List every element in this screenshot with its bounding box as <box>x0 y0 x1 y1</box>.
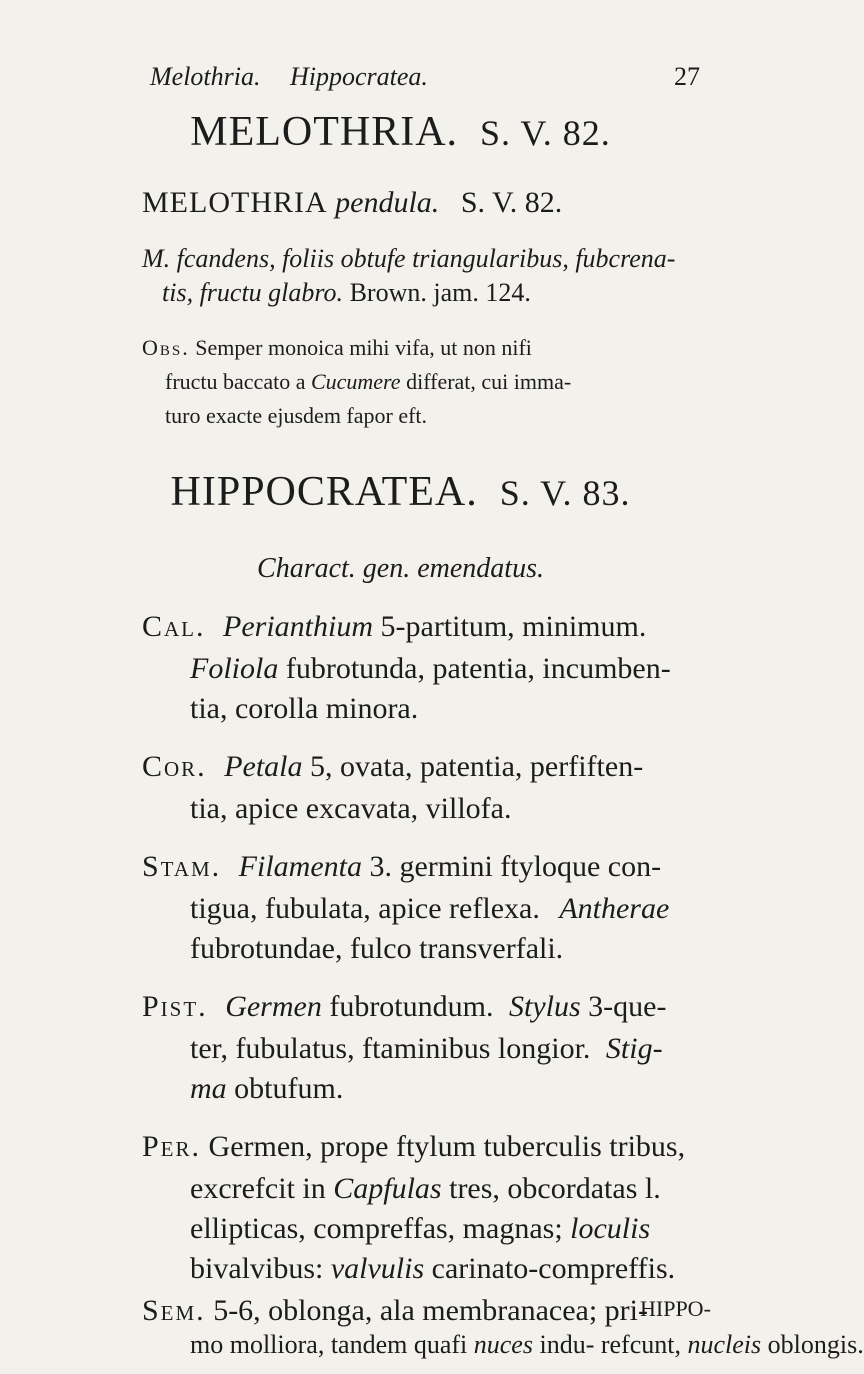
cal-line <box>190 654 671 684</box>
per-term: valvulis <box>330 1252 425 1285</box>
pist-term: Germen <box>225 990 322 1023</box>
cal-label: Cal. <box>142 610 206 643</box>
per-term: loculis <box>570 1212 651 1245</box>
obs-text: differat, cui imma- <box>406 369 572 394</box>
genus-ref: S. V. 83. <box>499 473 631 513</box>
pist-text: 3-que- <box>588 990 667 1023</box>
pist-line <box>190 1074 343 1104</box>
sem-line <box>142 1296 648 1326</box>
diagnosis-line: M. fcandens, foliis obtufe triangularibus, fubcrena- <box>142 244 676 273</box>
stam-line <box>190 894 669 924</box>
genus-title: HIPPOCRATEA. <box>170 469 478 515</box>
per-text: carinato-compreffis. <box>431 1252 676 1285</box>
cor-line <box>142 752 643 782</box>
genus-ref: S. V. 82. <box>480 113 611 153</box>
sem-text: indu- <box>539 1330 595 1359</box>
obs-label: Obs. <box>142 335 190 360</box>
pist-term: Stylus <box>508 990 581 1023</box>
pist-line <box>142 992 666 1022</box>
per-text: Germen, prope ftylum tuberculis tribus, <box>208 1130 686 1163</box>
stam-text: 3. germini ftyloque con- <box>369 850 662 883</box>
sem-term: nucleis <box>687 1330 762 1359</box>
catchword: HIPPO- <box>640 1296 711 1321</box>
running-head-middle: Hippocratea. <box>290 62 428 91</box>
per-line <box>190 1214 650 1244</box>
stam-text: tigua, fubulata, apice reflexa. <box>190 892 540 925</box>
diagnosis-citation: Brown. jam. 124. <box>349 278 531 307</box>
sem-text: 5-6, oblonga, ala membranacea; pri- <box>213 1294 648 1327</box>
stam-line <box>142 852 661 882</box>
pist-text: obtufum. <box>234 1072 344 1105</box>
sem-term: nuces <box>473 1330 533 1359</box>
sem-line <box>190 1330 864 1360</box>
running-head-left: Melothria. <box>150 62 261 91</box>
genus-heading-hippocratea <box>0 468 801 516</box>
pist-text: ter, fubulatus, ftaminibus longior. <box>190 1032 591 1065</box>
diagnosis-text: tis, fructu glabro. <box>162 278 344 307</box>
pist-line <box>190 1034 663 1064</box>
obs-line: turo exacte ejusdem fapor eft. <box>165 403 428 428</box>
genus-heading-melothria <box>0 108 801 156</box>
per-line <box>190 1174 661 1204</box>
cal-line <box>142 612 646 642</box>
species-ref: S. V. 82. <box>460 186 563 219</box>
stam-label: Stam. <box>142 850 222 883</box>
pist-label: Pist. <box>142 990 208 1023</box>
cor-text: 5, ovata, patentia, perfiften- <box>310 750 644 783</box>
per-line <box>142 1132 685 1162</box>
per-term: Capfulas <box>333 1172 442 1205</box>
sem-label: Sem. <box>142 1294 206 1327</box>
obs-text: Semper monoica mihi vifa, ut non nifi <box>195 335 532 360</box>
per-label: Per. <box>142 1130 202 1163</box>
species-genus: MELOTHRIA <box>142 186 328 219</box>
species-epithet: pendula. <box>335 186 440 219</box>
sem-text: mo molliora, tandem quafi <box>190 1330 468 1359</box>
obs-taxon: Cucumere <box>310 369 401 394</box>
pist-text: fubrotundum. <box>329 990 494 1023</box>
pist-term: ma <box>190 1072 227 1105</box>
stam-line: fubrotundae, fulco transverfali. <box>190 932 564 965</box>
cal-term: Perianthium <box>223 610 374 643</box>
cal-term: Foliola <box>190 652 279 685</box>
section-subtitle: Charact. gen. emendatus. <box>257 553 544 584</box>
cal-text: 5-partitum, minimum. <box>380 610 647 643</box>
species-heading <box>142 188 562 218</box>
cal-text: fubrotunda, patentia, incumben- <box>285 652 671 685</box>
obs-line <box>142 336 532 360</box>
page-number: 27 <box>674 62 700 91</box>
obs-line <box>165 370 571 394</box>
per-text: ellipticas, compreffas, magnas; <box>190 1212 563 1245</box>
diagnosis-line <box>162 278 531 308</box>
cor-line: tia, apice excavata, villofa. <box>190 792 512 825</box>
per-text: bivalvibus: <box>190 1252 324 1285</box>
per-text: excrefcit in <box>190 1172 326 1205</box>
sem-text: refcunt, <box>600 1330 681 1359</box>
cal-line: tia, corolla minora. <box>190 692 419 725</box>
genus-title: MELOTHRIA. <box>190 109 459 155</box>
cor-term: Petala <box>224 750 303 783</box>
cor-label: Cor. <box>142 750 207 783</box>
per-line <box>190 1254 675 1284</box>
stam-term: Antherae <box>559 892 670 925</box>
stam-term: Filamenta <box>238 850 362 883</box>
obs-text: fructu baccato a <box>165 369 306 394</box>
sem-text: oblongis. <box>767 1330 864 1359</box>
pist-term: Stig- <box>605 1032 663 1065</box>
per-text: tres, obcordatas l. <box>449 1172 661 1205</box>
